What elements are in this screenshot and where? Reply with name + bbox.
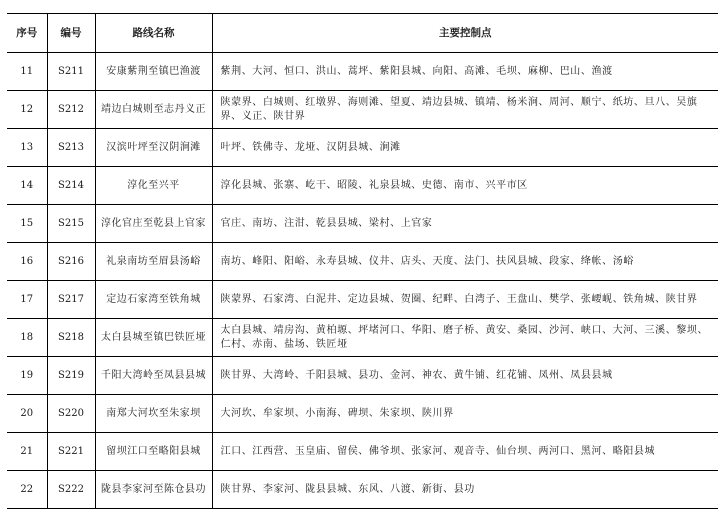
cell-control-points: 陕甘界、李家河、陇县县城、东风、八渡、新街、县功 (212, 471, 718, 509)
cell-route-name: 定边石家湾至铁角城 (95, 281, 212, 319)
cell-control-points: 紫荆、大河、恒口、洪山、蒿坪、紫阳县城、向阳、高滩、毛坝、麻柳、巴山、渔渡 (220, 65, 613, 77)
cell-code: S215 (47, 205, 95, 243)
cell-seq: 16 (7, 243, 47, 281)
cell-control-points: 太白县城、靖房沟、黄柏塬、坪堵河口、华阳、磨子桥、黄安、桑园、沙河、峡口、大河、三溪、黎坝、仁村、赤南、盐场、铁匠垭 (212, 319, 718, 357)
cell-control-points: 官庄、南坊、注泔、乾县县城、梁村、上官家 (212, 205, 718, 243)
table-header-row (7, 14, 718, 53)
table-row (7, 471, 718, 509)
cell-route-name: 汉滨叶坪至汉阴涧滩 (95, 129, 212, 167)
cell-code: S217 (47, 281, 95, 319)
cell-code: S220 (47, 395, 95, 433)
cell-control-points: 陕蒙界、白城则、红墩界、海则滩、望夏、靖边县城、镇靖、杨米涧、周河、顺宁、纸坊、旦八、吴旗界、义正、陕甘界 (212, 91, 718, 129)
cell-route-name: 留坝江口至略阳县城 (95, 433, 212, 471)
cell-seq: 18 (7, 319, 47, 357)
cell-route-name: 千阳大湾岭至凤县县城 (95, 357, 212, 395)
table-row (7, 129, 718, 167)
cell-seq: 19 (7, 357, 47, 395)
header-seq: 序号 (7, 14, 47, 53)
cell-seq: 20 (7, 395, 47, 433)
cell-route-name: 淳化至兴平 (95, 167, 212, 205)
cell-code: S218 (47, 319, 95, 357)
cell-seq: 15 (7, 205, 47, 243)
cell-seq: 12 (7, 91, 47, 129)
cell-control-points: 南坊、峰阳、阳峪、永寿县城、仪井、店头、天度、法门、扶风县城、段家、绛帐、汤峪 (212, 243, 718, 281)
cell-seq: 11 (7, 53, 47, 91)
cell-seq: 13 (7, 129, 47, 167)
cell-seq: 21 (7, 433, 47, 471)
cell-code: S221 (47, 433, 95, 471)
cell-code: S211 (47, 53, 95, 91)
cell-route-name: 陇县李家河至陈仓县功 (95, 471, 212, 509)
cell-control-points: 江口、江西营、玉皇庙、留侯、佛爷坝、张家河、观音寺、仙台坝、两河口、黑河、略阳县城 (212, 433, 718, 471)
header-code: 编号 (47, 14, 95, 53)
cell-control-points: 陕蒙界、石家湾、白泥井、定边县城、贺圈、纪畔、白湾子、王盘山、樊学、张崾岘、铁角城、陕甘界 (212, 281, 718, 319)
cell-route-name: 靖边白城则至志丹义正 (95, 91, 212, 129)
header-control-points: 主要控制点 (212, 14, 718, 53)
table-row (7, 167, 718, 205)
table-row (7, 357, 718, 395)
table-row (7, 243, 718, 281)
cell-code: S216 (47, 243, 95, 281)
table-row (7, 319, 718, 357)
cell-route-name: 南郑大河坎至朱家坝 (95, 395, 212, 433)
table-row (7, 53, 718, 91)
cell-seq: 14 (7, 167, 47, 205)
cell-code: S219 (47, 357, 95, 395)
header-route-name: 路线名称 (95, 14, 212, 53)
cell-route-name: 安康紫荆至镇巴渔渡 (95, 53, 212, 91)
cell-control-points: 叶坪、铁佛寺、龙垭、汉阴县城、涧滩 (212, 129, 718, 167)
cell-route-name: 淳化官庄至乾县上官家 (95, 205, 212, 243)
table-row (7, 91, 718, 129)
cell-control-points: 大河坎、牟家坝、小南海、碑坝、朱家坝、陕川界 (212, 395, 718, 433)
cell-code: S213 (47, 129, 95, 167)
cell-code: S222 (47, 471, 95, 509)
cell-route-name: 太白县城至镇巴铁匠垭 (95, 319, 212, 357)
cell-control-points: 淳化县城、张寨、屹干、昭陵、礼泉县城、史德、南市、兴平市区 (212, 167, 718, 205)
cell-code: S212 (47, 91, 95, 129)
route-table (7, 13, 718, 509)
cell-control-points: 陕甘界、大湾岭、千阳县城、县功、金河、神农、黄牛铺、红花铺、凤州、凤县县城 (212, 357, 718, 395)
table-row (7, 205, 718, 243)
table-row (7, 395, 718, 433)
cell-code: S214 (47, 167, 95, 205)
cell-seq: 17 (7, 281, 47, 319)
cell-seq: 22 (7, 471, 47, 509)
table-row (7, 433, 718, 471)
cell-route-name: 礼泉南坊至眉县汤峪 (95, 243, 212, 281)
table-row (7, 281, 718, 319)
